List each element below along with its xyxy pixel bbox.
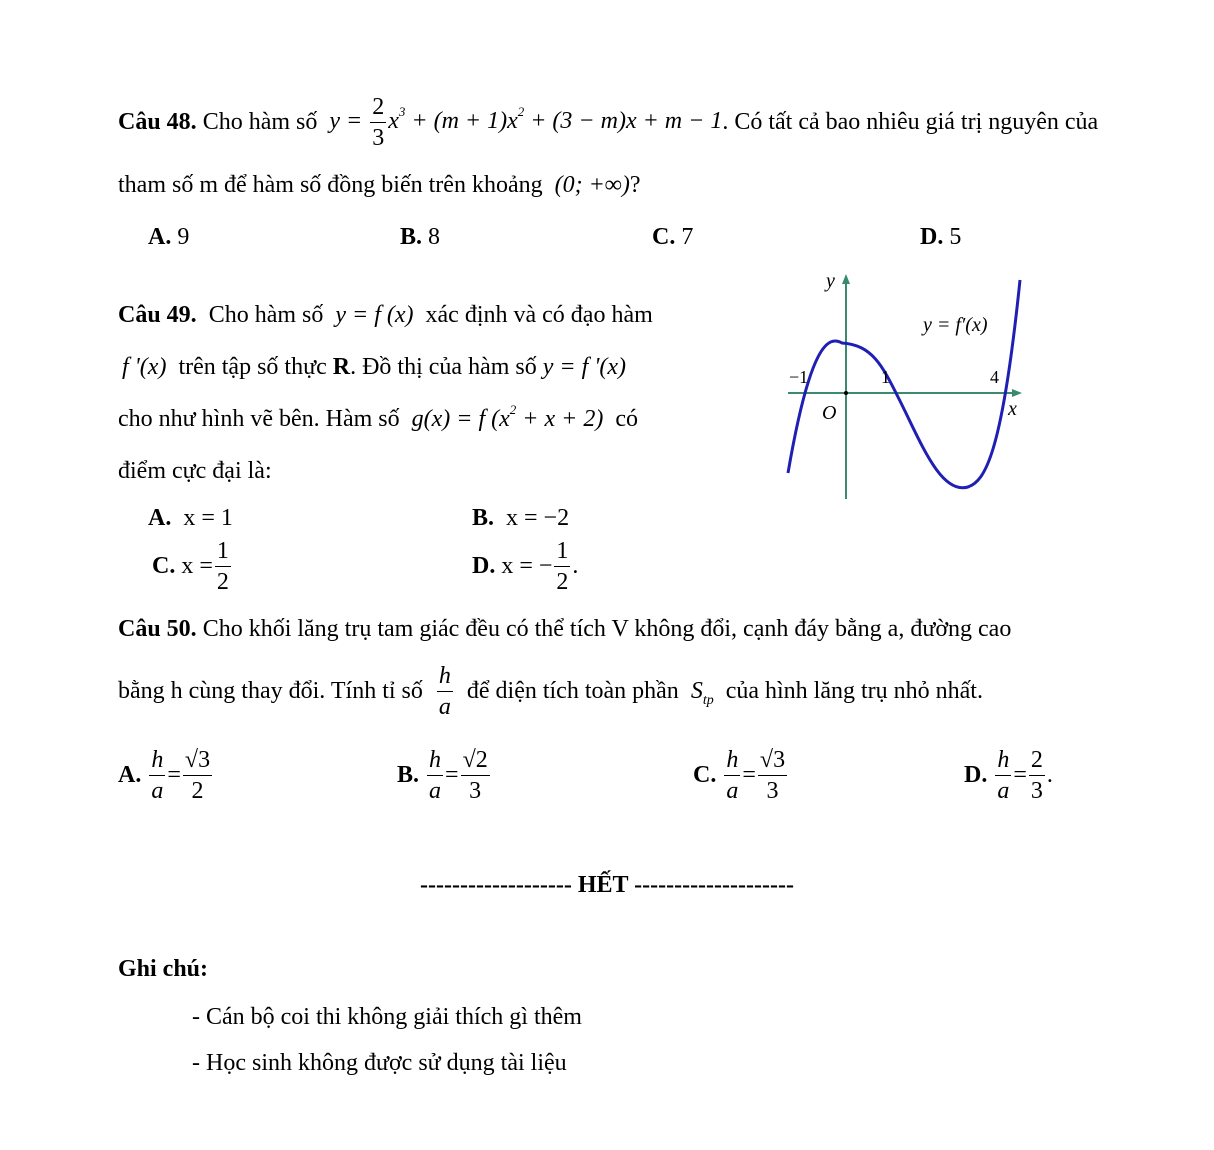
q49-line2: f '(x) trên tập số thực R. Đồ thị của hàm số y = f '(x) xyxy=(122,354,627,380)
q48-intro: Cho hàm số xyxy=(202,108,318,135)
q49-label: Câu 49. xyxy=(118,302,197,328)
end-marker: ------------------- HẾT -------------------- xyxy=(420,872,794,898)
q48-option-b[interactable]: B. 8 xyxy=(400,224,441,250)
q48-option-a[interactable]: A. 9 xyxy=(148,224,190,250)
y-axis-arrow xyxy=(842,274,850,284)
q48-label: Câu 48. xyxy=(118,108,197,135)
q48-option-d[interactable]: D. 5 xyxy=(920,224,962,250)
q49-option-d[interactable]: D. x = − $\frac{1}{2}$ . xyxy=(472,537,579,595)
x-axis-arrow xyxy=(1012,389,1022,397)
curve-label: y = f′(x) xyxy=(923,314,988,336)
y-axis-label: y xyxy=(826,270,835,292)
q50-option-d[interactable]: D. $\frac{h}{a}$ = $\frac{2}{3}$ . xyxy=(964,746,1053,804)
q50-option-b[interactable]: B. $\frac{h}{a}$ = $\frac{√2}{3}$ xyxy=(397,746,488,804)
q48-equation: y = $\frac{2}{3}$ $x^3 + (m + 1)x^2 + (3 - m)x + m - 1$ xyxy=(329,93,723,151)
q49-option-b[interactable]: B. x = −2 xyxy=(472,505,570,531)
q50-line2: bằng h cùng thay đổi. Tính tỉ số $\frac{h}{a}$ để diện tích toàn phần $S_{tp}$ của hình lăng trụ nhỏ nhất. xyxy=(118,662,983,720)
note-item: - Học sinh không được sử dụng tài liệu xyxy=(192,1050,567,1076)
q49-line3: cho như hình vẽ bên. Hàm số g(x) = f $(x^2 + x + 2)$ có xyxy=(118,402,638,432)
origin-label: O xyxy=(822,402,837,424)
q48-interval: (0; +∞) xyxy=(554,172,630,198)
derivative-curve xyxy=(788,280,1020,488)
q49-line1: Câu 49. Cho hàm số y = f (x) xác định và có đạo hàm xyxy=(118,302,653,328)
q48-line1 xyxy=(118,94,1098,150)
notes-title: Ghi chú: xyxy=(118,956,209,982)
q48-after: . Có tất cả bao nhiêu giá trị nguyên của xyxy=(722,108,1099,135)
note-item: - Cán bộ coi thi không giải thích gì thêm xyxy=(192,1004,582,1030)
derivative-graph xyxy=(780,265,1040,510)
q49-option-c[interactable]: C. x = $\frac{1}{2}$ xyxy=(152,537,229,595)
q50-option-a[interactable]: A. $\frac{h}{a}$ = $\frac{√3}{2}$ xyxy=(118,746,211,804)
q49-line4: điểm cực đại là: xyxy=(118,458,272,484)
q50-line1: Câu 50. Cho khối lăng trụ tam giác đều có thể tích V không đổi, cạnh đáy bằng a, đường cao xyxy=(118,616,1012,642)
tick-label-minus1: −1 xyxy=(789,367,809,387)
q50-option-c[interactable]: C. $\frac{h}{a}$ = $\frac{√3}{3}$ xyxy=(693,746,786,804)
origin-dot xyxy=(844,391,848,395)
x-axis-label: x xyxy=(1008,398,1017,420)
q50-label: Câu 50. xyxy=(118,616,197,642)
tick-label-1: 1 xyxy=(881,367,890,387)
q48-line2: tham số m để hàm số đồng biến trên khoảng (0; +∞)? xyxy=(118,172,641,198)
tick-label-4: 4 xyxy=(990,367,999,387)
q48-option-c[interactable]: C. 7 xyxy=(652,224,694,250)
q49-option-a[interactable]: A. x = 1 xyxy=(148,505,233,531)
